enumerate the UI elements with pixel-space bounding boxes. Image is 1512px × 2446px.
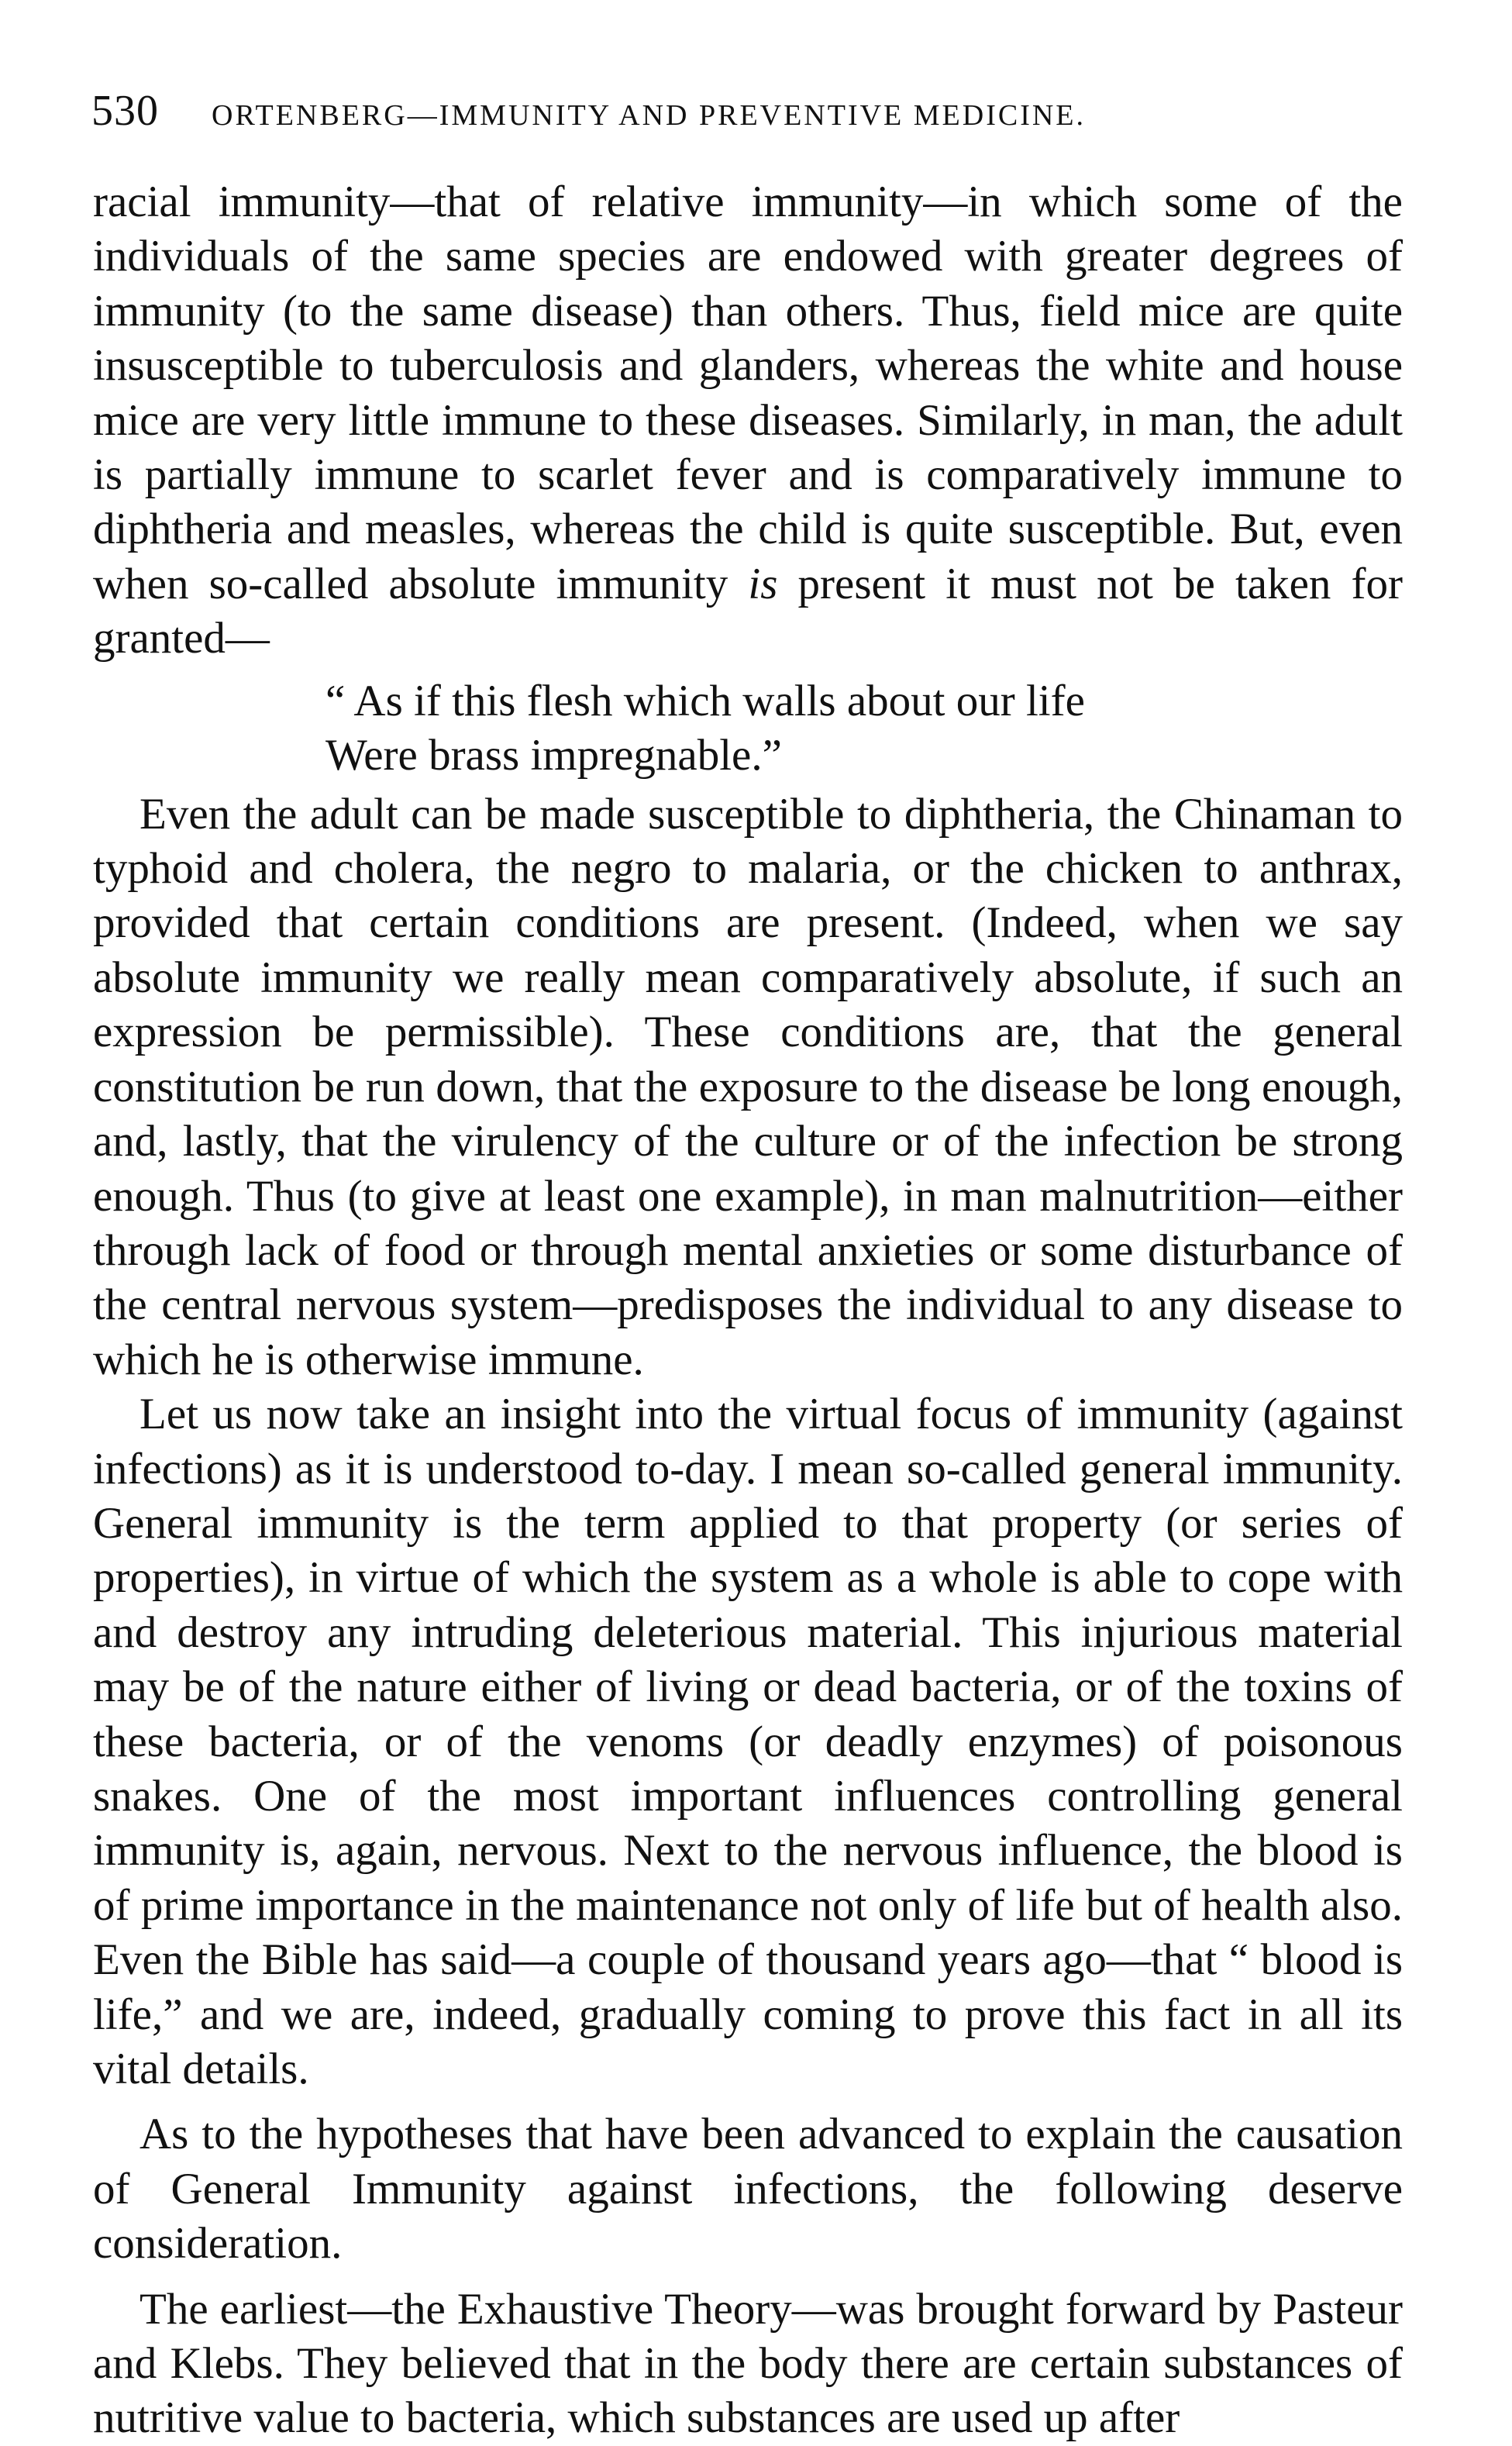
paragraph-racial-immunity [93,175,1403,667]
page-number: 530 [91,87,159,135]
paragraph-susceptibility: Even the adult can be made susceptible to diphtheria, the Chinaman to typhoid and cholera, the negro to malaria, or the chicken to anthrax, provided that certain conditions are present. (Indeed, when we say absolute immunity we really mean comparatively absolute, if such an expression be permissible). These conditions are, that the general constitution be run down, that the exposure to the disease be long enough, and, lastly, that the virulency of the culture or of the infection be strong enough. Thus (to give at least one example), in man malnutrition—either through lack of food or through mental anxieties or some disturbance of the central nervous system—predisposes the individual to any disease to which he is otherwise immune. [93,789,1403,1384]
block-quote [325,674,1403,783]
running-head [91,84,1409,138]
paragraph-hypotheses: As to the hypotheses that have been advanced to explain the causation of General Immunity against infections, the following deserve consideration. [93,2110,1403,2269]
paragraph-text-continued: present it must not be taken for granted— [93,559,1403,663]
running-title: ORTENBERG—IMMUNITY AND PREVENTIVE MEDICINE. [212,99,1087,132]
paragraph-general-immunity: Let us now take an insight into the virtual focus of immunity (against infections) as it is understood to-day. I mean so-called general immunity. General immunity is the term applied to that property (or series of properties), in virtue of which the system as a whole is able to cope with and destroy any intruding deleterious material. This injurious material may be of the nature either of living or dead bacteria, or of the toxins of these bacteria, or of the venoms (or deadly enzymes) of poisonous snakes. One of the most important influences controlling general immunity is, again, nervous. Next to the nervous influence, the blood is of prime importance in the maintenance not only of life but of health also. Even the Bible has said—a couple of thousand years ago—that “ blood is life,” and we are, indeed, gradually coming to prove this fact in all its vital details. [93,1390,1403,2093]
quote-line-2: Were brass impregnable.” [325,730,782,780]
quote-line-1: “ As if this flesh which walls about our life [325,676,1085,725]
paragraph-exhaustive-theory: The earliest—the Exhaustive Theory—was brought forward by Pasteur and Klebs. They believed that in the body there are certain substances of nutritive value to bacteria, which substances are used up after [93,2284,1403,2443]
emphasis-is: is [748,559,778,608]
body-text [93,175,1403,2446]
paragraph-text: racial immunity—that of relative immunity—in which some of the individuals of the same species are endowed with greater degrees of immunity (to the same disease) than others. Thus, field mice are quite insusceptible to tuberculosis and glanders, whereas the white and house mice are very little immune to these diseases. Similarly, in man, the adult is partially immune to scarlet fever and is comparatively immune to diphtheria and measles, whereas the child is quite susceptible. But, even when so-called absolute immunity [93,177,1403,608]
